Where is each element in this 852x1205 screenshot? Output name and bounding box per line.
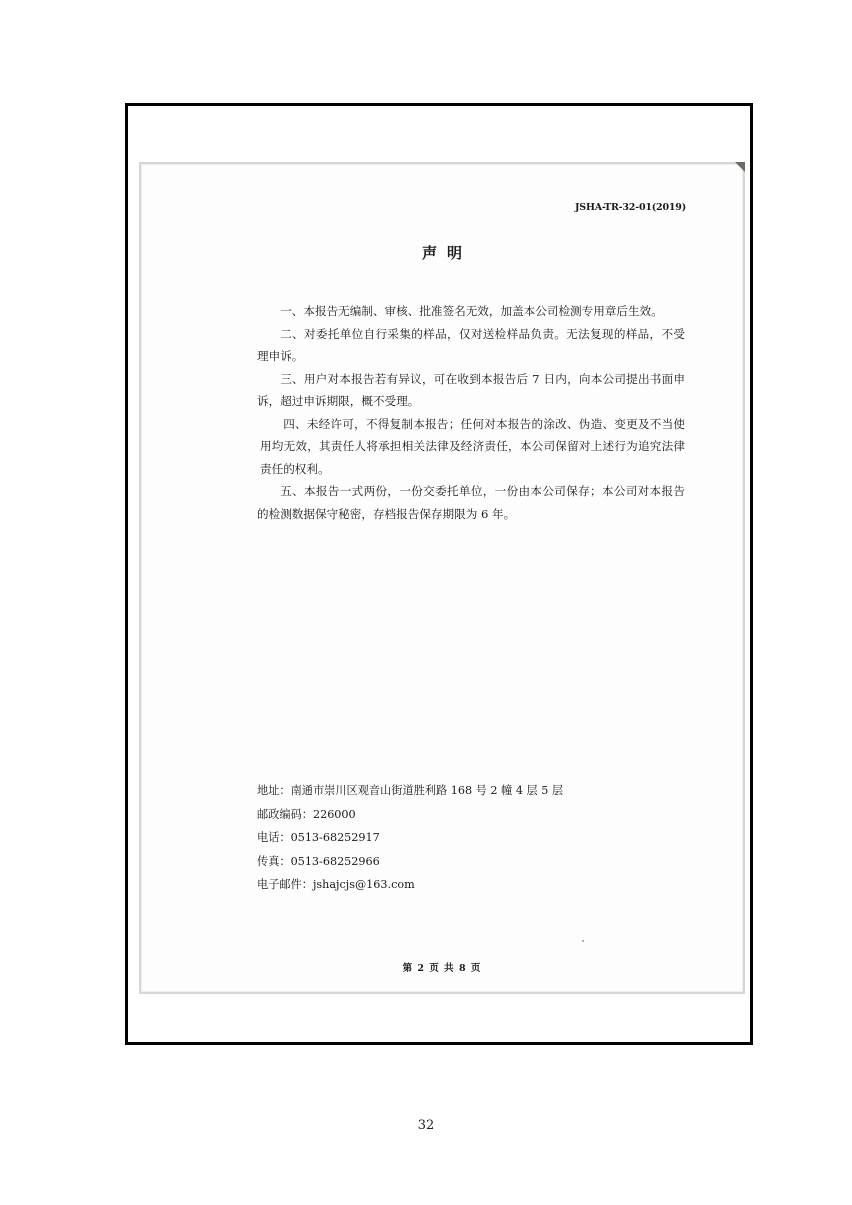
scanned-page xyxy=(139,162,745,994)
postcode-value: 226000 xyxy=(312,807,356,821)
email-row xyxy=(257,873,677,897)
contact-info xyxy=(257,779,677,897)
fax-value: 0513-68252966 xyxy=(290,854,380,868)
statement-title: 声明 xyxy=(421,244,472,262)
email-label: 电子邮件： xyxy=(257,878,313,891)
scan-speck xyxy=(582,940,584,942)
scan-corner-mark xyxy=(735,162,745,172)
address-row xyxy=(257,779,677,803)
address-value: 南通市崇川区观音山街道胜利路 168 号 2 幢 4 层 5 层 xyxy=(290,784,564,797)
page-footer: 第 2 页 共 8 页 xyxy=(402,963,482,974)
phone-label: 电话： xyxy=(257,831,291,844)
statement-paragraph-3: 三、用户对本报告若有异议，可在收到本报告后 7 日内，向本公司提出书面申诉，超过申诉期限，概不受理。 xyxy=(257,371,685,408)
email-value: jshajcjs@163.com xyxy=(312,878,415,891)
statement-paragraph-4: 四、未经许可，不得复制本报告；任何对本报告的涂改、伪造、变更及不当使用均无效，其责任人将承担相关法律及经济责任，本公司保留对上述行为追究法律责任的权利。 xyxy=(260,416,685,476)
statement-paragraph-5: 五、本报告一式两份，一份交委托单位，一份由本公司保存；本公司对本报告的检测数据保守秘密，存档报告保存期限为 6 年。 xyxy=(257,484,685,521)
phone-value: 0513-68252917 xyxy=(290,831,380,844)
document-code: JSHA-TR-32-01(2019) xyxy=(575,202,686,213)
outer-page-number: 32 xyxy=(417,1118,435,1133)
postcode-row xyxy=(257,803,677,827)
statement-body xyxy=(257,300,685,525)
fax-row xyxy=(257,850,677,874)
address-label: 地址： xyxy=(257,784,291,797)
statement-paragraph-1: 一、本报告无编制、审核、批准签名无效，加盖本公司检测专用章后生效。 xyxy=(280,304,663,318)
document-frame xyxy=(125,103,753,1045)
fax-label: 传真： xyxy=(257,854,291,868)
postcode-label: 邮政编码： xyxy=(257,807,313,821)
statement-paragraph-2: 二、对委托单位自行采集的样品，仅对送检样品负责。无法复现的样品，不受理申诉。 xyxy=(257,326,685,363)
phone-row xyxy=(257,826,677,850)
